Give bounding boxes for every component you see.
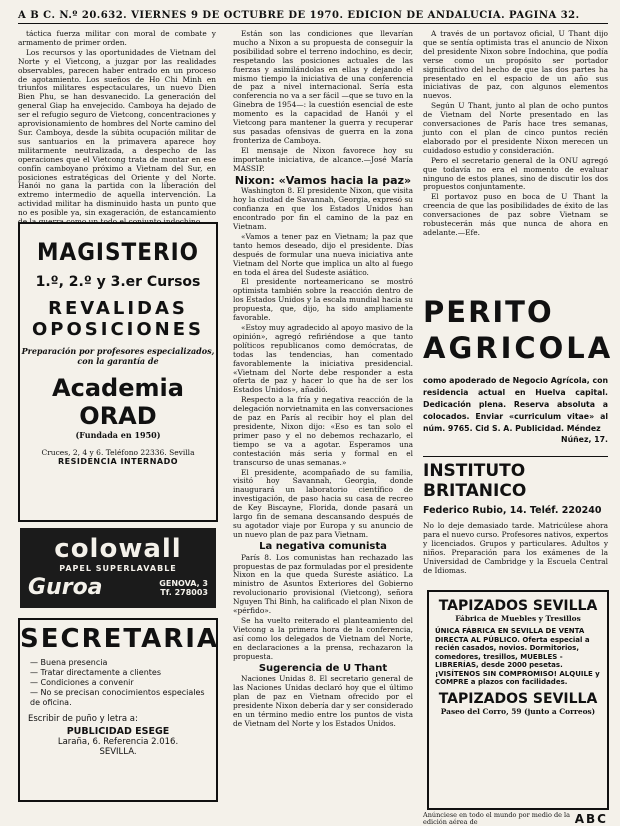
colowall-brand: Guroa <box>28 575 103 600</box>
paragraph: El portavoz puso en boca de U Thant la creencia de que las posibilidades de éxito de las conversaciones de paz sobre Vietnam se robustecerán más que nunca de ahora en adelante.—Efe. <box>423 192 608 237</box>
column-2-article <box>233 30 413 805</box>
colowall-address <box>159 579 208 597</box>
list-item: — Buena presencia <box>30 658 216 668</box>
instituto-title: INSTITUTO BRITANICO <box>423 461 527 501</box>
secretaria-ref: Laraña, 6. Referencia 2.016. <box>57 737 179 747</box>
headline-nixon: Nixon: «Vamos hacia la paz» <box>234 173 412 187</box>
tapizados-body: ÚNICA FÁBRICA EN SEVILLA DE VENTA DIRECTA AL PÚBLICO. Oferta especial a recién casados, novios. Dormitorios, comedores, tresillos, MUEBLES - LIBRERÍAS, desde 2000 pesetas. ¡VISÍTENOS SIN COMPROMISO! ALQUILE y COMPRE a plazos con facilidades. <box>435 627 600 686</box>
list-item: — Condiciones a convenir <box>30 678 216 688</box>
paragraph: táctica fuerza militar con moral de combate y armamento de primer orden. <box>18 29 216 47</box>
instituto-body: No lo deje demasiado tarde. Matricúlese ahora para el nuevo curso. Profesores nativos, expertos y licenciados. Grupos y particulares. Adultos y niños. Preparación para los exámenes de la Universidad de Cambridge y la Escuela Central de Idiomas. <box>423 521 608 575</box>
magisterio-address: Cruces, 2, 4 y 6. Teléfono 22336. Sevilla <box>41 448 195 457</box>
perito-address: Núñez, 17. <box>561 435 608 444</box>
headline-u-thant: Sugerencia de U Thant <box>258 662 388 674</box>
secretaria-agency: PUBLICIDAD ESEGE <box>66 726 170 737</box>
colowall-subtitle: PAPEL SUPERLAVABLE <box>59 564 177 573</box>
paragraph: A través de un portavoz oficial, U Thant dijo que se sentía optimista tras el anuncio de Nixon del presidente Nixon sobre Indochina, que podía verse como un propósito ser portador significativo del hecho de que las dos partes ha presentado en el espacio de un año sus iniciativas de paz, con algunos elementos nuevos. <box>423 29 608 101</box>
paragraph: «Estoy muy agradecido al apoyo masivo de la opinión», agregó refiriéndose a que tanto políticos republicanos como demócratas, de todas las tendencias, han comentado favorablemente la iniciativa presidencial. «Vietnam del Norte debe responder a esta oferta de paz y hacer lo que ha de ser los Estados Unidos», añadió. <box>233 323 413 395</box>
colowall-ad <box>20 528 216 608</box>
instituto-address: Federico Rubio, 14. Teléf. 220240 <box>423 505 602 516</box>
paragraph: Según U Thant, junto al plan de ocho puntos de Vietnam del Norte presentado en las conversaciones de París hace tres semanas, junto con el plan de cinco puntos recién elaborado por el presidente Nixon merecen un cuidadoso estudio y consideración. <box>423 101 608 155</box>
list-item: — Tratar directamente a clientes <box>30 668 216 678</box>
paragraph: Se ha vuelto reiterado el planteamiento del Vietcong a la primera hora de la conferencia, así como los delegados de Vietnam del Norte, en declaraciones a la prensa, rechazaron la propuesta. <box>233 616 413 661</box>
paragraph: París 8. Los comunistas han rechazado las propuestas de paz formuladas por el presidente Nixon en la que queda Sureste asiático. La ministro de Asuntos Exteriores del Gobierno revolucionario provisional (Vietcong), señora Nguyen Thi Binh, ha calificado el plan Nixon de «pérfido». <box>233 552 413 616</box>
magisterio-founded: (Fundada en 1950) <box>75 430 161 440</box>
perito-agricola-ad <box>423 295 614 444</box>
page-header: A B C. N.º 20.632. VIERNES 9 DE OCTUBRE DE 1970. EDICION DE ANDALUCIA. PAGINA 32. <box>18 10 608 24</box>
magisterio-academy: Academia ORAD <box>52 374 184 430</box>
paragraph: «Vamos a tener paz en Vietnam; la paz que tanto hemos deseado, dijo el presidente. Días después de formular una nueva iniciativa ante Vietnam del Norte que implica un alto al fuego en toda el área del Sudeste asiático. <box>233 231 413 277</box>
magisterio-prep: Preparación por profesores especializados, con la garantía de <box>21 346 215 366</box>
paragraph: Los recursos y las oportunidades de Vietnam del Norte y el Vietcong, a juzgar por las realidades observables, parecen haber entrado en un proceso de agotamiento. Los sueños de Ho Chi Minh en triunfos militares espectaculares, un nuevo Dien Bien Phu, se han desvanecido. La generación del general Giap ha envejecido. Camboya ha dejado de ser el refugio seguro de Vietcong, concentraciones y aprovisionamiento de hombres del Norte camino del Sur. Camboya, desde la súbita ocupación militar de sus santuarios en la primavera aparece hoy militarmente neutralizada, a despecho de las operaciones que el Vietcong trata de montar en ese confín camboyano próximo a Vietnam del Sur, en posiciones estratégicas del Oriente y del Norte. Hanói no gana la partida con la liberación del extremo intermedio de aquella intervención. La actividad militar ha disminuido hasta un punto que no es posible ya, sin exageración, de estancamiento <box>18 47 216 218</box>
list-item: — No se precisan conocimientos especiales de oficina. <box>30 688 216 708</box>
column-3-article <box>423 30 608 290</box>
magisterio-courses: 1.º, 2.º y 3.er Cursos <box>35 274 201 290</box>
paragraph: Están son las condiciones que llevarían mucho a Nixon a su propuesta de conseguir la posibilidad sobre el terreno indochino, es decir, respetando las posiciones actuales de las fuerzas y asimilándolas en ellas y dejando el mismo tiempo la iniciativa de una conferencia de paz a nivel internacional. Sería esta conferencia no va a ser fácil —que se tuvo en la Ginebra de 1954—: la cuestión esencial de este momento es la capacidad de Hanói y el Vietcong para mantener la guerra y recuperar sus pasadas ofensivas de guerra en la zona fronteriza de Camboya. <box>233 29 413 145</box>
tapizados-subtitle: Fábrica de Muebles y Tresillos <box>455 614 581 623</box>
instituto-britanico-ad <box>423 456 608 575</box>
secretaria-city: SEVILLA. <box>99 747 137 757</box>
perito-title: PERITO <box>423 295 554 329</box>
colowall-name: colowall <box>54 534 182 564</box>
footer-text: Anúnciese en todo el mundo por medio de la edición aérea de <box>423 811 571 826</box>
paragraph: El mensaje de Nixon favorece hoy su importante iniciativa, de alcance.—José María MASSIP. <box>233 145 413 173</box>
secretaria-ad <box>18 618 218 802</box>
magisterio-oposiciones: OPOSICIONES <box>32 319 204 340</box>
paragraph: Naciones Unidas 8. El secretario general de las Naciones Unidas declaró hoy que el último plan de paz en Vietnam ofrecido por el presidente Nixon debería dar y ser considerado en un término medio entre los puntos de vista de Vietnam del Norte y los Estados Unidos. <box>233 674 413 728</box>
headline-negativa: La negativa comunista <box>259 540 387 552</box>
secretaria-cta: Escribir de puño y letra a: <box>28 714 138 724</box>
agricola-title: AGRICOLA <box>423 331 614 365</box>
abc-logo: ABC <box>574 811 608 826</box>
secretaria-requirements <box>30 658 216 708</box>
paragraph: Washington 8. El presidente Nixon, que visita hoy la ciudad de Savannah, Georgia, expresó su confianza en que los Estados Unidos han encontrado por fin el camino de la paz en Vietnam. <box>233 186 414 232</box>
magisterio-revalidas: REVALIDAS <box>48 298 188 319</box>
tapizados-sevilla-ad <box>427 590 609 810</box>
paragraph: Respecto a la fría y negativa reacción de la delegación norvietnamita en las conversaciones de paz en París al recibir hoy el plan del presidente, Nixon dijo: «Eso es tan solo el primer paso y el no debemos rechazarlo, el tiempo se va a agotar. Esperamos una contestación más seria y formal en el transcurso de unas semanas.» <box>233 395 413 467</box>
magisterio-residence: RESIDENCIA INTERNADO <box>57 457 179 466</box>
magisterio-ad <box>18 222 218 522</box>
magisterio-title: MAGISTERIO <box>37 238 199 266</box>
column-1-article <box>18 29 216 218</box>
paragraph: El presidente norteamericano se mostró optimista también sobre la reacción dentro de los Estados Unidos y la escala mundial hacia su propuesta, que, dijo, ha sido ampliamente favorable. <box>233 277 413 323</box>
tapizados-title-2: TAPIZADOS SEVILLA <box>438 690 598 707</box>
paragraph: Pero el secretario general de la ONU agregó que todavía no era el momento de evaluar ninguno de estos planes, sino de discutir los dos propuestos conjuntamente. <box>423 155 608 192</box>
perito-body: como apoderado de Negocio Agrícola, con residencia actual en Huelva capital. Dedicación plena. Reserva absoluta a colocados. Enviar «curriculum vitae» al núm. 9765. Cid S. A. Publicidad. Méndez <box>423 376 608 433</box>
tapizados-title: TAPIZADOS SEVILLA <box>438 598 598 614</box>
abc-footer-ad <box>423 812 608 826</box>
secretaria-title: SECRETARIA <box>20 624 220 654</box>
tapizados-address: Paseo del Corro, 59 (junto a Correos) <box>440 706 596 716</box>
colowall-address-line2: Tf. 278003 <box>160 587 208 597</box>
colowall-address-line1: GENOVA, 3 <box>159 578 208 588</box>
paragraph: El presidente, acompañado de su familia, visitó hoy Savannah, Georgia, donde inaugurará un laboratorio científico de investigación, de paso hacia su casa de recreo de Key Biscayne, Florida, donde pasará un largo fin de semana descansando después de su agotador viaje por Europa y su anuncio de un nuevo plan de paz para Vietnam. <box>233 467 413 539</box>
